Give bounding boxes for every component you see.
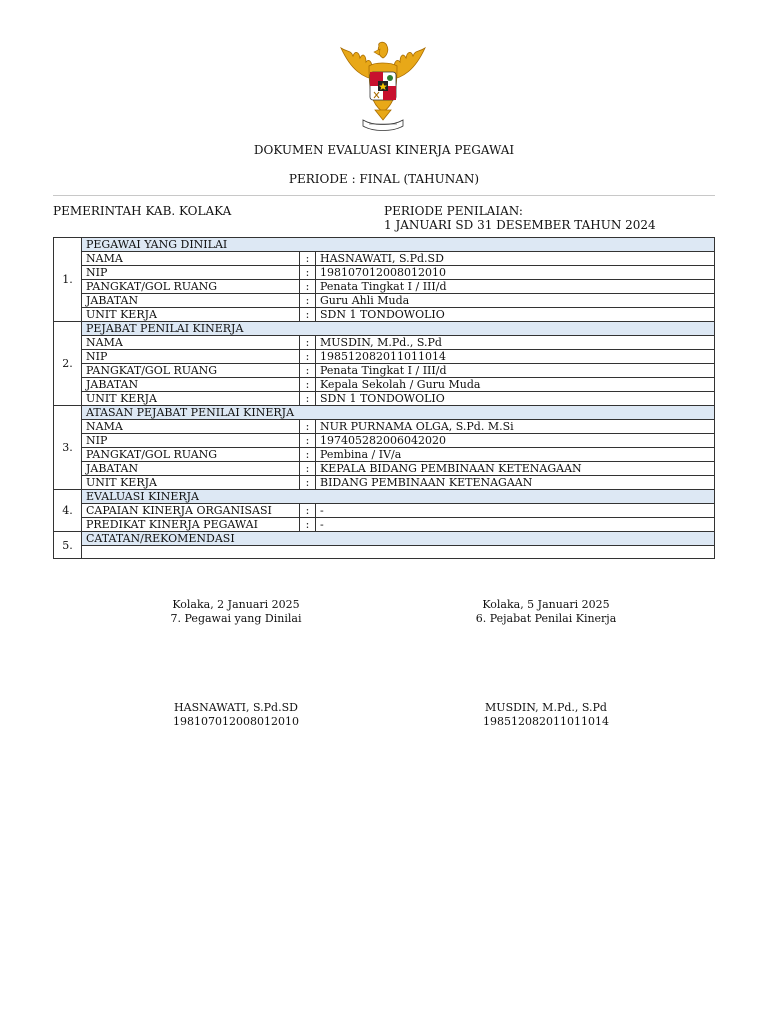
field-value: - bbox=[316, 504, 715, 518]
section-title: EVALUASI KINERJA bbox=[82, 490, 715, 504]
table-row bbox=[54, 518, 715, 532]
header-divider bbox=[53, 195, 715, 196]
field-colon: : bbox=[300, 392, 316, 406]
field-colon: : bbox=[300, 336, 316, 350]
field-value: Penata Tingkat I / III/d bbox=[316, 364, 715, 378]
field-colon: : bbox=[300, 266, 316, 280]
field-label: PANGKAT/GOL RUANG bbox=[82, 280, 300, 294]
field-value: Pembina / IV/a bbox=[316, 448, 715, 462]
table-row bbox=[54, 462, 715, 476]
left-signature-name: HASNAWATI, S.Pd.SD bbox=[174, 701, 298, 714]
field-label: JABATAN bbox=[82, 378, 300, 392]
period-title: PERIODE : FINAL (TAHUNAN) bbox=[288, 172, 480, 186]
section-title: PEGAWAI YANG DINILAI bbox=[82, 238, 715, 252]
table-row bbox=[54, 266, 715, 280]
field-colon: : bbox=[300, 518, 316, 532]
field-colon: : bbox=[300, 280, 316, 294]
field-colon: : bbox=[300, 420, 316, 434]
table-row bbox=[54, 336, 715, 350]
section-header-row bbox=[54, 238, 715, 252]
field-value: - bbox=[316, 518, 715, 532]
garuda-emblem-icon bbox=[333, 40, 433, 132]
right-signature-name: MUSDIN, M.Pd., S.Pd bbox=[485, 701, 607, 714]
field-colon: : bbox=[300, 252, 316, 266]
right-signature-role: 6. Pejabat Penilai Kinerja bbox=[475, 612, 617, 625]
field-value: KEPALA BIDANG PEMBINAAN KETENAGAAN bbox=[316, 462, 715, 476]
field-label: JABATAN bbox=[82, 462, 300, 476]
field-value: BIDANG PEMBINAAN KETENAGAAN bbox=[316, 476, 715, 490]
field-value: HASNAWATI, S.Pd.SD bbox=[316, 252, 715, 266]
section-header-row bbox=[54, 406, 715, 420]
field-value: 198107012008012010 bbox=[316, 266, 715, 280]
notes-cell bbox=[82, 546, 715, 559]
table-row bbox=[54, 350, 715, 364]
left-signature-role: 7. Pegawai yang Dinilai bbox=[170, 612, 302, 625]
section-number: 1. bbox=[54, 238, 82, 322]
field-value: 198512082011011014 bbox=[316, 350, 715, 364]
field-label: UNIT KERJA bbox=[82, 308, 300, 322]
field-colon: : bbox=[300, 434, 316, 448]
section-title: ATASAN PEJABAT PENILAI KINERJA bbox=[82, 406, 715, 420]
field-label: NAMA bbox=[82, 252, 300, 266]
field-colon: : bbox=[300, 308, 316, 322]
section-number: 4. bbox=[54, 490, 82, 532]
empty-notes-row bbox=[54, 546, 715, 559]
field-value: SDN 1 TONDOWOLIO bbox=[316, 392, 715, 406]
field-colon: : bbox=[300, 378, 316, 392]
field-value: Penata Tingkat I / III/d bbox=[316, 280, 715, 294]
assessment-period-value: 1 JANUARI SD 31 DESEMBER TAHUN 2024 bbox=[384, 218, 656, 232]
field-colon: : bbox=[300, 350, 316, 364]
field-label: NAMA bbox=[82, 336, 300, 350]
field-colon: : bbox=[300, 462, 316, 476]
section-header-row bbox=[54, 322, 715, 336]
field-value: NUR PURNAMA OLGA, S.Pd. M.Si bbox=[316, 420, 715, 434]
table-row bbox=[54, 434, 715, 448]
field-label: NAMA bbox=[82, 420, 300, 434]
table-row bbox=[54, 448, 715, 462]
assessment-period-label: PERIODE PENILAIAN: bbox=[384, 204, 523, 218]
table-row bbox=[54, 378, 715, 392]
document-title: DOKUMEN EVALUASI KINERJA PEGAWAI bbox=[253, 143, 515, 157]
left-signature-nip: 198107012008012010 bbox=[173, 715, 299, 728]
field-colon: : bbox=[300, 448, 316, 462]
section-number: 5. bbox=[54, 532, 82, 559]
field-colon: : bbox=[300, 504, 316, 518]
section-title: CATATAN/REKOMENDASI bbox=[82, 532, 715, 546]
field-value: MUSDIN, M.Pd., S.Pd bbox=[316, 336, 715, 350]
right-signature-date: Kolaka, 5 Januari 2025 bbox=[482, 598, 610, 611]
left-signature-date: Kolaka, 2 Januari 2025 bbox=[172, 598, 300, 611]
table-row bbox=[54, 364, 715, 378]
field-label: CAPAIAN KINERJA ORGANISASI bbox=[82, 504, 300, 518]
evaluation-table bbox=[53, 237, 715, 559]
table-row bbox=[54, 392, 715, 406]
table-row bbox=[54, 280, 715, 294]
field-label: PANGKAT/GOL RUANG bbox=[82, 364, 300, 378]
field-value: 197405282006042020 bbox=[316, 434, 715, 448]
field-label: PREDIKAT KINERJA PEGAWAI bbox=[82, 518, 300, 532]
field-value: Kepala Sekolah / Guru Muda bbox=[316, 378, 715, 392]
section-title: PEJABAT PENILAI KINERJA bbox=[82, 322, 715, 336]
table-row bbox=[54, 294, 715, 308]
field-colon: : bbox=[300, 294, 316, 308]
field-colon: : bbox=[300, 476, 316, 490]
field-label: JABATAN bbox=[82, 294, 300, 308]
table-row bbox=[54, 420, 715, 434]
field-label: UNIT KERJA bbox=[82, 392, 300, 406]
table-row bbox=[54, 476, 715, 490]
field-colon: : bbox=[300, 364, 316, 378]
section-header-row bbox=[54, 490, 715, 504]
field-label: UNIT KERJA bbox=[82, 476, 300, 490]
field-label: NIP bbox=[82, 350, 300, 364]
table-row bbox=[54, 252, 715, 266]
field-value: SDN 1 TONDOWOLIO bbox=[316, 308, 715, 322]
field-value: Guru Ahli Muda bbox=[316, 294, 715, 308]
section-header-row bbox=[54, 532, 715, 546]
field-label: NIP bbox=[82, 434, 300, 448]
table-row bbox=[54, 504, 715, 518]
government-name: PEMERINTAH KAB. KOLAKA bbox=[53, 204, 232, 218]
table-row bbox=[54, 308, 715, 322]
section-number: 3. bbox=[54, 406, 82, 490]
field-label: PANGKAT/GOL RUANG bbox=[82, 448, 300, 462]
field-label: NIP bbox=[82, 266, 300, 280]
right-signature-nip: 198512082011011014 bbox=[483, 715, 609, 728]
section-number: 2. bbox=[54, 322, 82, 406]
